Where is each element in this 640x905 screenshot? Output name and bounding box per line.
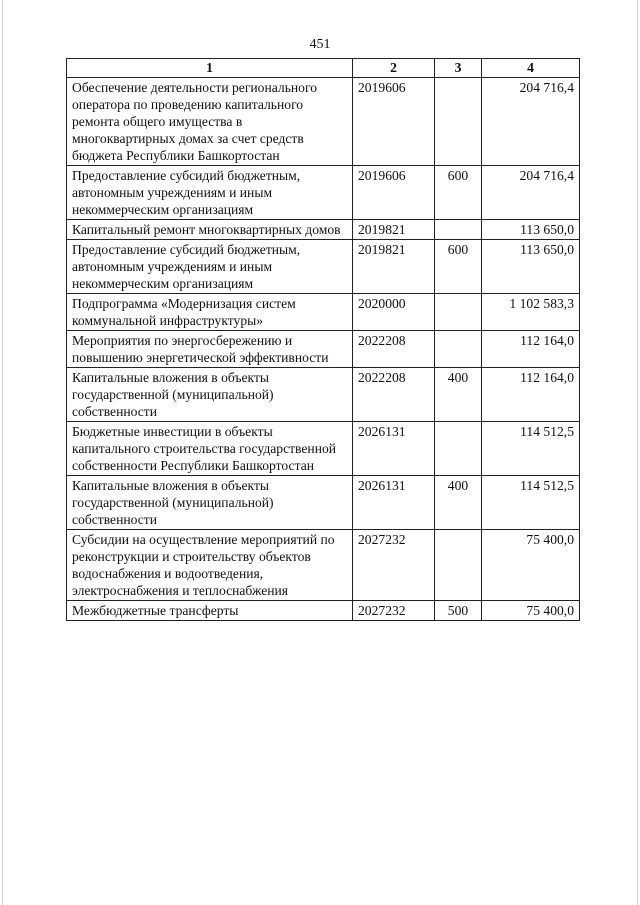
row-expense-type: 600 (435, 240, 482, 294)
row-expense-type (435, 220, 482, 240)
row-target-code: 2026131 (353, 476, 435, 530)
row-amount: 204 716,4 (482, 166, 580, 220)
right-scan-edge (637, 0, 638, 905)
row-target-code: 2019606 (353, 166, 435, 220)
row-expense-type (435, 331, 482, 368)
row-expense-type (435, 530, 482, 601)
row-target-code: 2026131 (353, 422, 435, 476)
row-target-code: 2027232 (353, 530, 435, 601)
row-description: Предоставление субсидий бюджетным, автономным учреждениям и иным некоммерческим организациям (67, 166, 353, 220)
row-expense-type: 400 (435, 476, 482, 530)
column-header-3: 3 (435, 59, 482, 78)
page-number: 451 (309, 37, 331, 52)
row-target-code: 2019821 (353, 240, 435, 294)
row-amount: 75 400,0 (482, 601, 580, 621)
row-description: Подпрограмма «Модернизация систем коммунальной инфраструктуры» (67, 294, 353, 331)
column-header-4: 4 (482, 59, 580, 78)
table-row (67, 530, 580, 601)
row-target-code: 2022208 (353, 368, 435, 422)
row-expense-type (435, 422, 482, 476)
row-target-code: 2022208 (353, 331, 435, 368)
row-expense-type: 600 (435, 166, 482, 220)
row-description: Капитальные вложения в объекты государственной (муниципальной) собственности (67, 476, 353, 530)
table-body (67, 78, 580, 621)
row-amount: 112 164,0 (482, 331, 580, 368)
table-row (67, 294, 580, 331)
row-amount: 112 164,0 (482, 368, 580, 422)
row-description: Межбюджетные трансферты (67, 601, 353, 621)
row-target-code: 2027232 (353, 601, 435, 621)
row-description: Мероприятия по энергосбережению и повышению энергетической эффективности (67, 331, 353, 368)
table-header-row (67, 59, 580, 78)
table-row (67, 78, 580, 166)
row-expense-type: 400 (435, 368, 482, 422)
budget-table (66, 58, 580, 621)
row-expense-type: 500 (435, 601, 482, 621)
row-amount: 1 102 583,3 (482, 294, 580, 331)
row-amount: 75 400,0 (482, 530, 580, 601)
left-scan-edge (2, 0, 3, 905)
column-header-2: 2 (353, 59, 435, 78)
row-description: Предоставление субсидий бюджетным, автономным учреждениям и иным некоммерческим организациям (67, 240, 353, 294)
row-description: Капитальные вложения в объекты государственной (муниципальной) собственности (67, 368, 353, 422)
row-expense-type (435, 294, 482, 331)
row-target-code: 2019821 (353, 220, 435, 240)
table-row (67, 601, 580, 621)
row-amount: 204 716,4 (482, 78, 580, 166)
row-amount: 114 512,5 (482, 422, 580, 476)
row-description: Обеспечение деятельности регионального оператора по проведению капитального ремонта общего имущества в многоквартирных домах за счет средств бюджета Республики Башкортостан (67, 78, 353, 166)
table-row (67, 368, 580, 422)
table-row (67, 220, 580, 240)
row-target-code: 2019606 (353, 78, 435, 166)
row-amount: 114 512,5 (482, 476, 580, 530)
table-row (67, 476, 580, 530)
row-description: Капитальный ремонт многоквартирных домов (67, 220, 353, 240)
row-target-code: 2020000 (353, 294, 435, 331)
row-description: Бюджетные инвестиции в объекты капитального строительства государственной собственности Республики Башкортостан (67, 422, 353, 476)
table-row (67, 422, 580, 476)
row-amount: 113 650,0 (482, 220, 580, 240)
column-header-1: 1 (67, 59, 353, 78)
table-row (67, 240, 580, 294)
row-expense-type (435, 78, 482, 166)
table-row (67, 166, 580, 220)
row-amount: 113 650,0 (482, 240, 580, 294)
row-description: Субсидии на осуществление мероприятий по реконструкции и строительству объектов водоснабжения и водоотведения, электроснабжения и теплоснабжения (67, 530, 353, 601)
table-row (67, 331, 580, 368)
